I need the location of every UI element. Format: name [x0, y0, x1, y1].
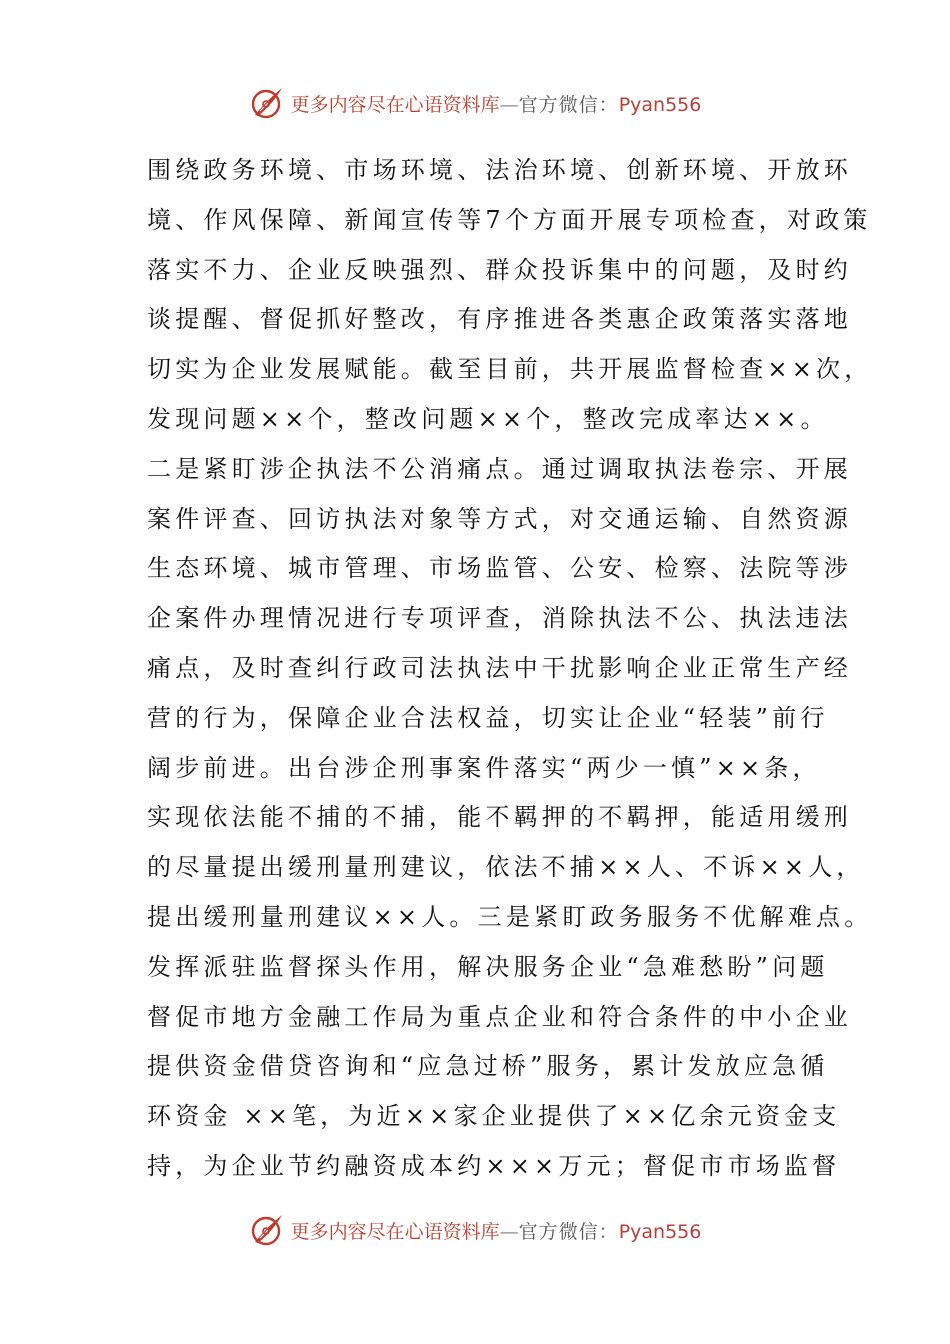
text-line: 发现问题××个，整改问题××个，整改完成率达××。 [147, 404, 829, 433]
banner-brand: 更多内容尽在心语资料库 [290, 1220, 500, 1243]
text-line: 围绕政务环境、市场环境、法治环境、创新环境、开放环 [147, 156, 852, 184]
banner-wechat-id: Pyan556 [618, 1220, 702, 1243]
text-line: 提供资金借贷咨询和“应急过桥”服务，累计发放应急循 [147, 1052, 829, 1081]
text-line: 阔步前进。出台涉企刑事案件落实“两少一慎”××条， [147, 753, 821, 782]
banner-dash: — [499, 1220, 519, 1243]
text-line: 案件评查、回访执法对象等方式，对交通运输、自然资源 [147, 504, 852, 533]
banner-text [291, 1217, 702, 1244]
quill-seal-icon [249, 1212, 285, 1248]
text-line: 痛点，及时查纠行政司法执法中干扰影响企业正常生产经 [147, 653, 852, 682]
text-line: 切实为企业发展赋能。截至目前，共开展监督检查××次， [147, 355, 873, 384]
text-line: 营的行为，保障企业合法权益，切实让企业“轻装”前行 [147, 703, 829, 732]
text-line: 落实不力、企业反映强烈、群众投诉集中的问题，及时约 [147, 255, 852, 284]
text-line: 环资金 ××笔，为近××家企业提供了××亿余元资金支 [147, 1102, 841, 1131]
text-line: 企案件办理情况进行专项评查，消除执法不公、执法违法 [147, 604, 852, 633]
banner-text [291, 90, 702, 117]
text-line: 持，为企业节约融资成本约×××万元；督促市市场监督 [147, 1151, 841, 1180]
text-line: 的尽量提出缓刑量刑建议，依法不捕××人、不诉××人， [147, 853, 865, 882]
text-line: 境、作风保障、新闻宣传等7个方面开展专项检查，对政策 [147, 205, 872, 234]
header-banner [0, 83, 950, 123]
text-line: 提出缓刑量刑建议××人。三是紧盯政务服务不优解难点。 [147, 902, 873, 931]
banner-official-label: 官方微信： [518, 93, 619, 116]
banner-brand: 更多内容尽在心语资料库 [290, 93, 500, 116]
text-line: 实现依法能不捕的不捕，能不羁押的不羁押，能适用缓刑 [147, 803, 852, 832]
banner-wechat-id: Pyan556 [618, 93, 702, 116]
quill-seal-icon [249, 85, 285, 121]
text-line: 督促市地方金融工作局为重点企业和符合条件的中小企业 [147, 1002, 852, 1031]
text-line: 生态环境、城市管理、市场监管、公安、检察、法院等涉 [147, 554, 852, 583]
text-line: 二是紧盯涉企执法不公消痛点。通过调取执法卷宗、开展 [147, 454, 852, 483]
banner-official-label: 官方微信： [518, 1220, 619, 1243]
footer-banner [0, 1210, 950, 1250]
text-line: 发挥派驻监督探头作用，解决服务企业“急难愁盼”问题 [147, 952, 829, 981]
banner-dash: — [499, 93, 519, 116]
document-body [147, 146, 873, 1192]
text-line: 谈提醒、督促抓好整改，有序推进各类惠企政策落实落地 [147, 305, 852, 334]
